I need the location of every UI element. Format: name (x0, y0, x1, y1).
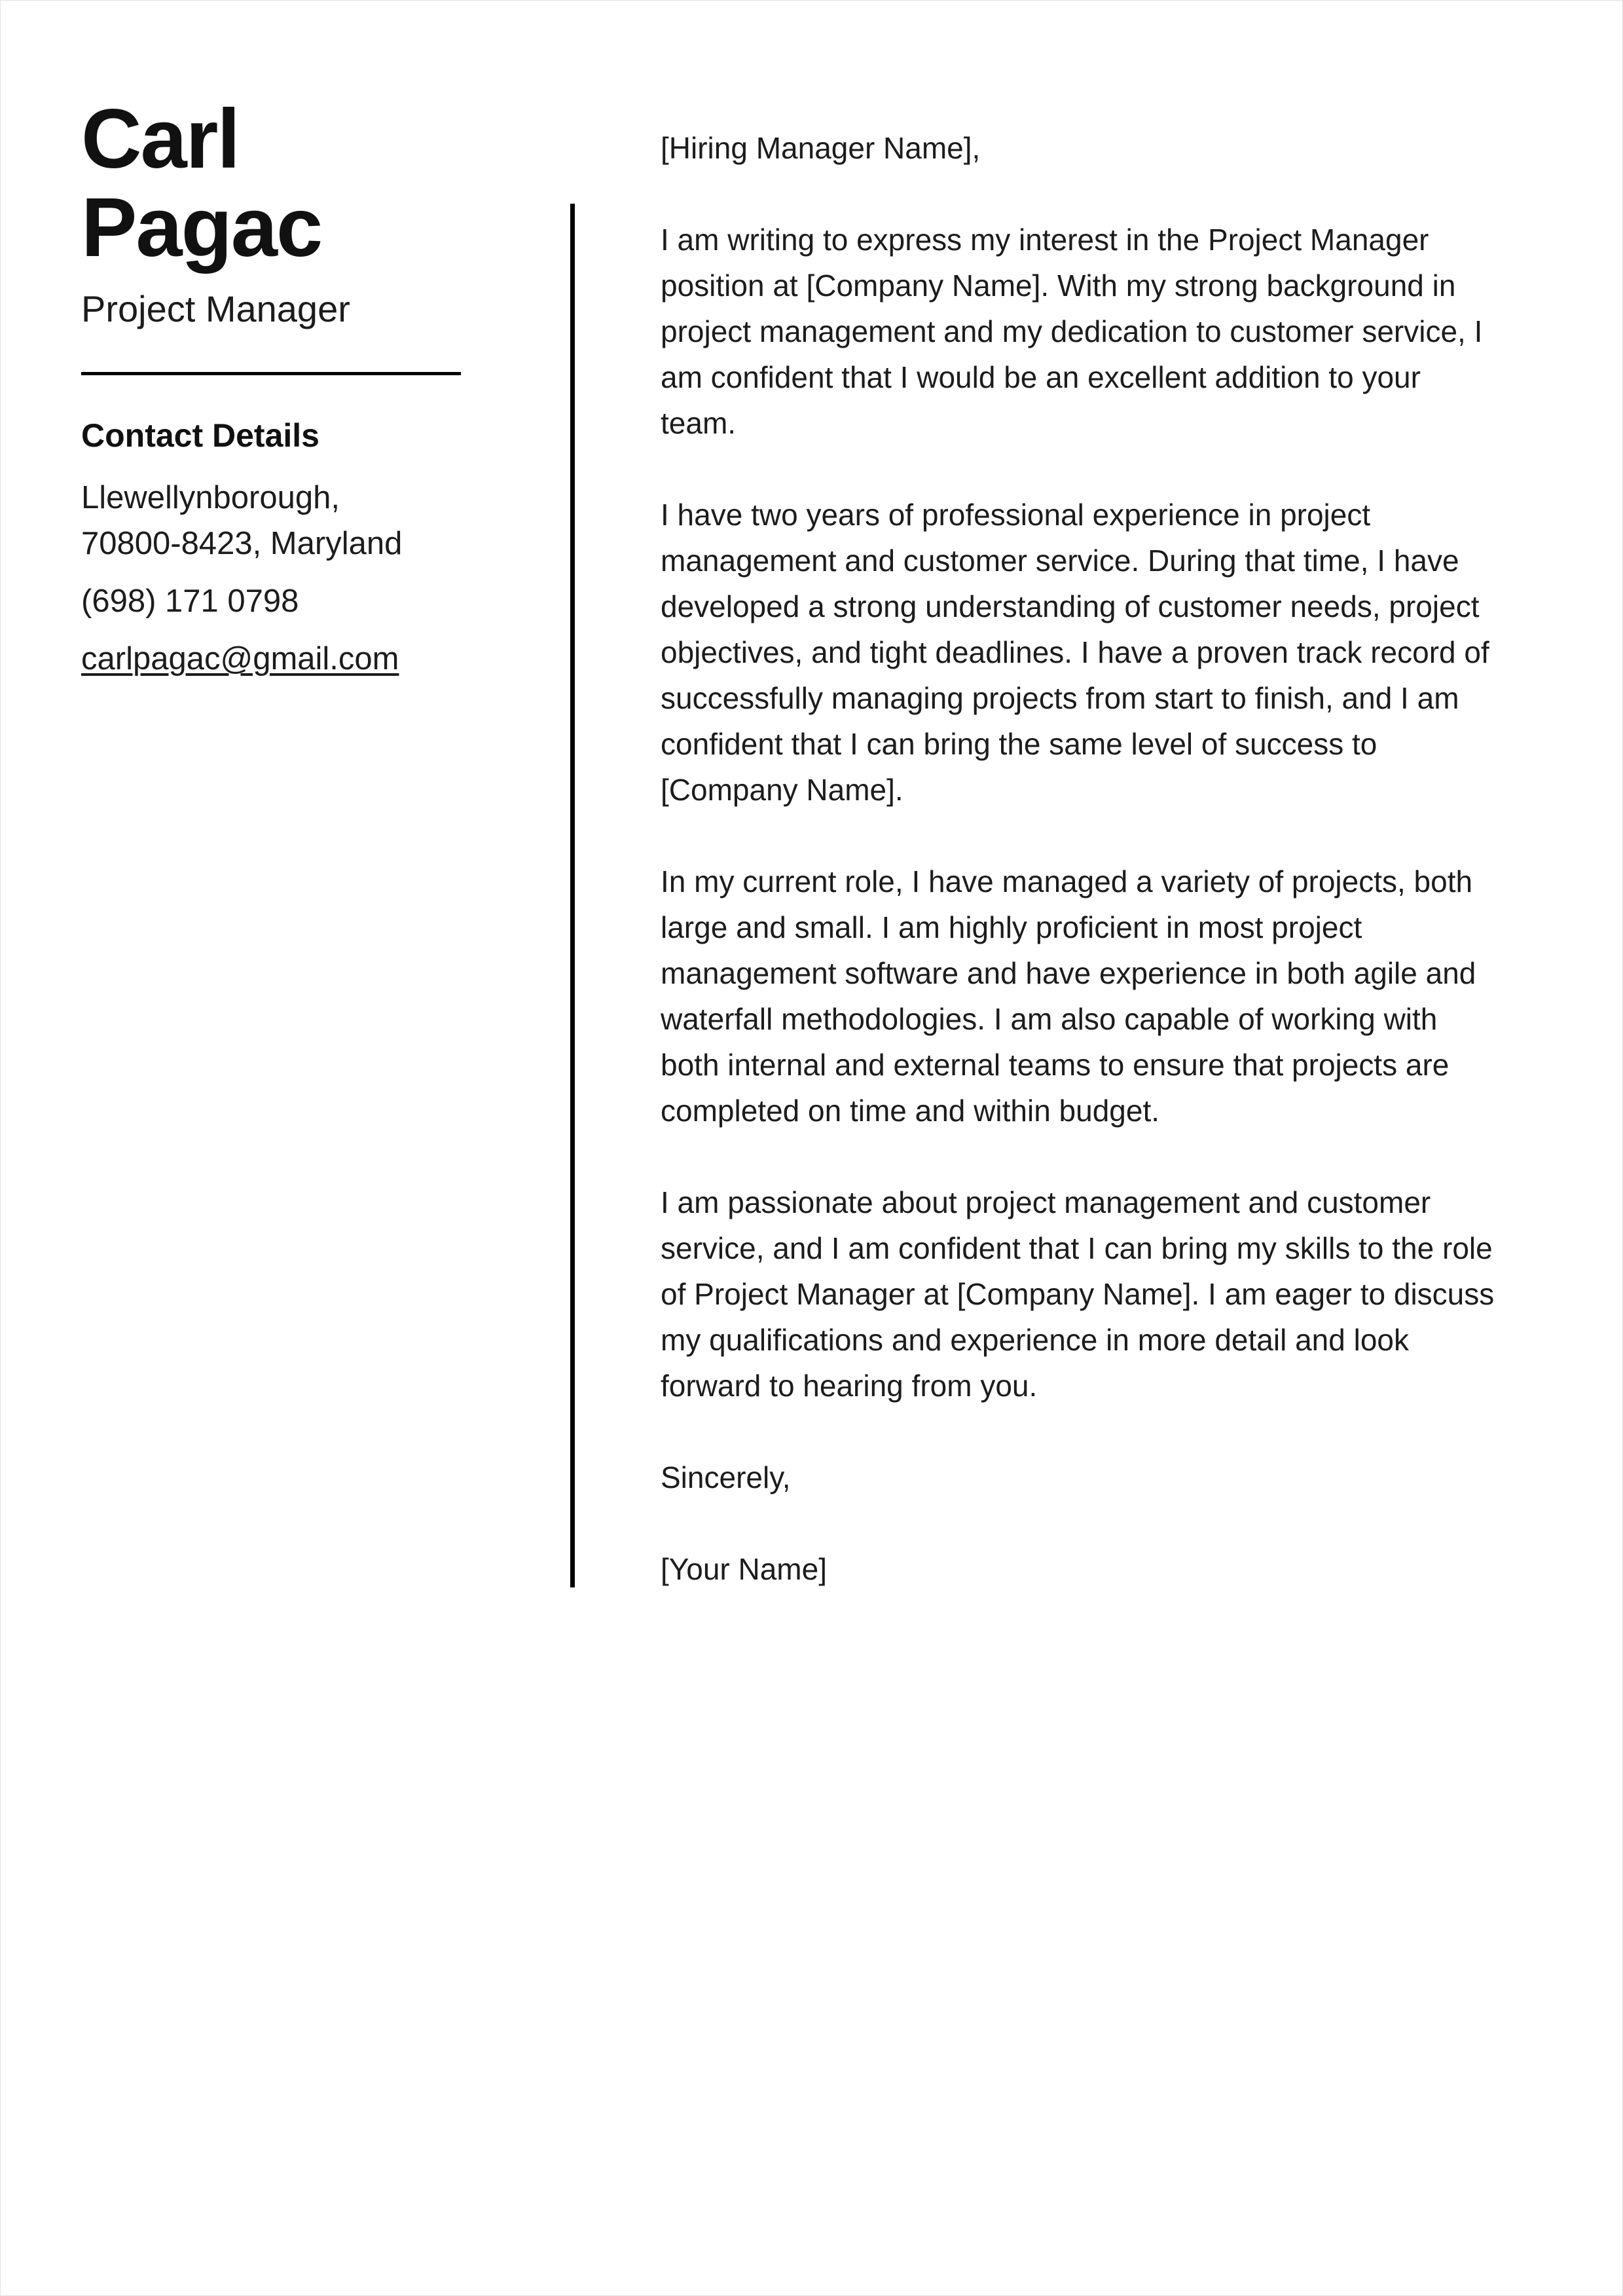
contact-email (81, 636, 448, 682)
contact-details-heading: Contact Details (81, 417, 319, 454)
content-vertical-divider (570, 204, 575, 1587)
letter-closing: Sincerely, (661, 1460, 791, 1494)
letter-signature: [Your Name] (661, 1552, 827, 1586)
letter-paragraph: I am writing to express my interest in the Project Manager position at [Company Name]. With my strong background in project management and my dedication to customer service, I am confident that I would be an excellent addition to your team. (661, 223, 1483, 440)
letter-greeting: [Hiring Manager Name], (661, 131, 981, 165)
sidebar-horizontal-rule (81, 372, 461, 375)
letter-paragraph: I have two years of professional experience in project management and customer service. During that time, I have developed a strong understanding of customer needs, project objectives, and tight deadlines. I have a proven track record of successfully managing projects from start to finish, and I am confident that I can bring the same level of success to [Company Name]. (661, 498, 1489, 807)
letter-paragraph: In my current role, I have managed a variety of projects, both large and small. I am highly proficient in most project management software and have experience in both agile and waterfall methodologies. I am also capable of working with both internal and external teams to ensure that projects are completed on time and within budget. (661, 864, 1476, 1128)
candidate-name: Carl Pagac (81, 92, 322, 274)
candidate-job-title: Project Manager (81, 288, 350, 329)
letter-body (661, 125, 1502, 1638)
sidebar (81, 92, 448, 694)
email-link[interactable]: carlpagac@gmail.com (81, 641, 399, 676)
contact-address: Llewellynborough, 70800-8423, Maryland (81, 480, 403, 561)
letter-paragraph: I am passionate about project management and customer service, and I am confident that I can bring my skills to the role of Project Manager at [Company Name]. I am eager to discuss my qualifications and experience in more detail and look forward to hearing from you. (661, 1185, 1495, 1403)
contact-phone: (698) 171 0798 (81, 583, 299, 619)
